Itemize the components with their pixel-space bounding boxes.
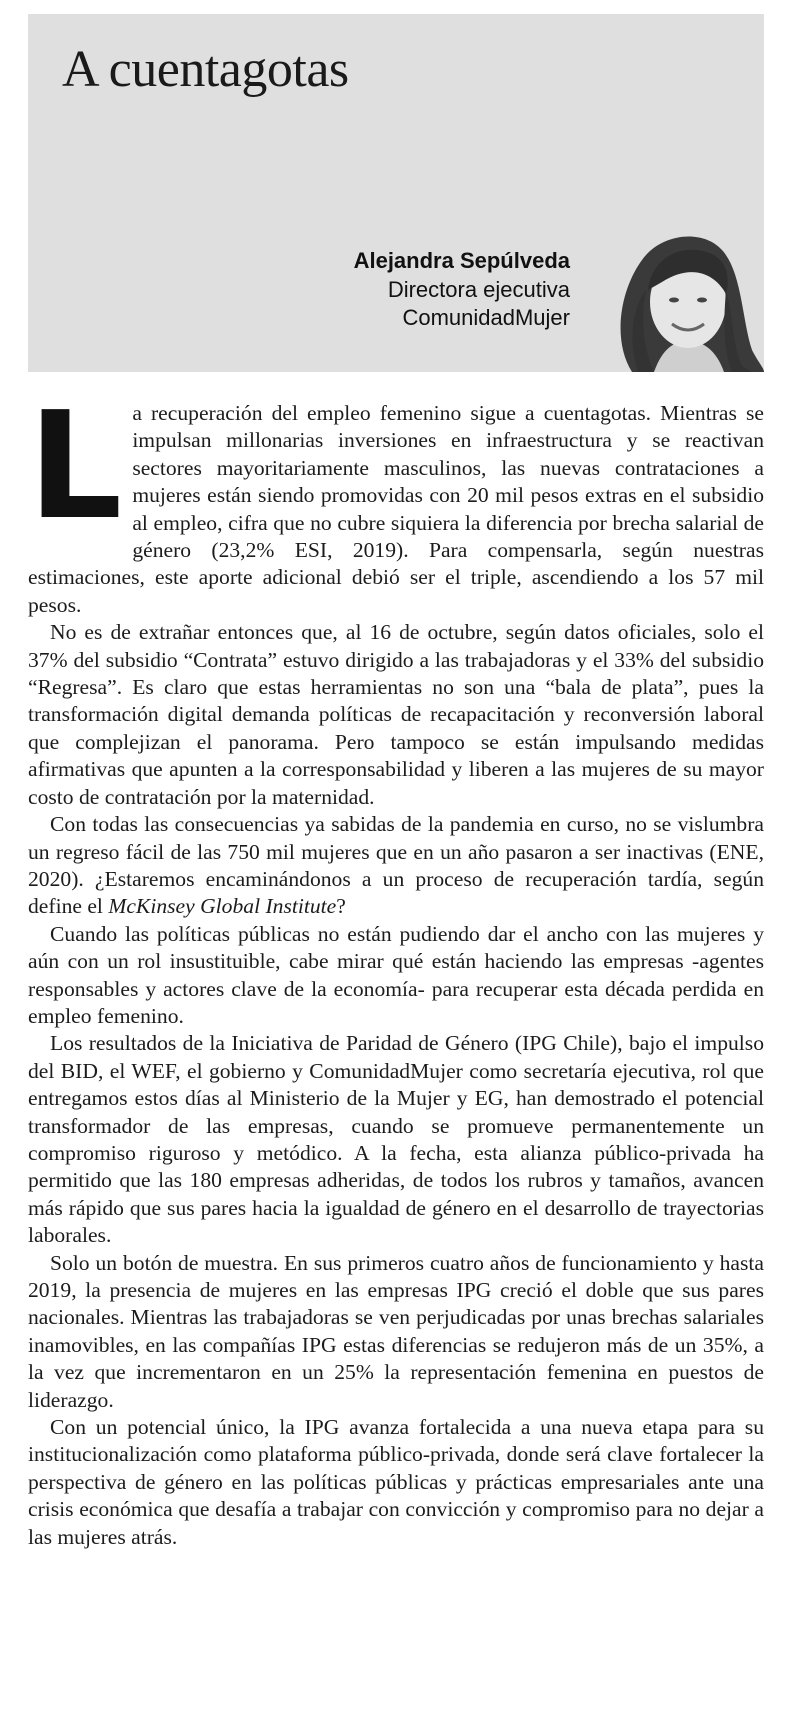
article-title: A cuentagotas [62,41,349,98]
author-organization: ComunidadMujer [402,305,570,330]
author-name: Alejandra Sepúlveda [353,248,570,273]
author-role: Directora ejecutiva [387,277,570,302]
paragraph: Solo un botón de muestra. En sus primeros cuatro años de funcionamiento y hasta 2019, la presencia de mujeres en las empresas IPG creció el doble que sus pares nacionales. Mientras las trabajadoras se ven perjudicadas por unas brechas salariales inamovibles, en las compañías IPG estas diferencias se redujeron más de un 35%, a la vez que incrementaron en un 25% la representación femenina en puestos de liderazgo. [28,1250,764,1412]
article-header [28,14,764,372]
paragraph: No es de extrañar entonces que, al 16 de octubre, según datos oficiales, solo el 37% del subsidio “Contrata” estuvo dirigido a las trabajadoras y el 33% del subsidio “Regresa”. Es claro que estas herramientas no son una “bala de plata”, pues la transformación digital demanda políticas de recapacitación y reconversión laboral que complejizan el panorama. Pero tampoco se están impulsando medidas afirmativas que apunten a la corresponsabilidad y liberen a las mujeres de su mayor costo de contratación por la maternidad. [28,620,764,809]
drop-cap: L [28,380,123,552]
author-photo [592,220,764,372]
byline [354,246,570,332]
paragraph-text: ? [336,894,346,919]
paragraph: Los resultados de la Iniciativa de Paridad de Género (IPG Chile), bajo el impulso del BID, el WEF, el gobierno y ComunidadMujer como secretaría ejecutiva, rol que entregamos estos días al Ministerio de la Mujer y EG, han demostrado el potencial transformador de las empresas, cuando se promueve permanentemente un compromiso riguroso y metódico. A la fecha, esta alianza público-privada ha permitido que las 180 empresas adheridas, de todos los rubros y tamaños, avancen más rápido que sus pares hacia la igualdad de género en el desarrollo de trayectorias laborales. [28,1031,764,1248]
paragraph: Con un potencial único, la IPG avanza fortalecida a una nueva etapa para su institucionalización como plataforma público-privada, donde será clave fortalecer la perspectiva de género en las políticas públicas y prácticas empresariales ante una crisis económica que desafía a trabajar con convicción y compromiso para no dejar a las mujeres atrás. [28,1415,764,1549]
paragraph-text: a recuperación del empleo femenino sigue a cuentagotas. Mientras se impulsan millonarias inversiones en infraestructura y se reactivan sectores mayoritariamente masculinos, las nuevas contrataciones a mujeres están siendo promovidas con 20 mil pesos extras en el subsidio al empleo, cifra que no cubre siquiera la diferencia por brecha salarial de género (23,2% ESI, 2019). Para compensarla, según nuestras estimaciones, este aporte adicional debió ser el triple, ascendiendo a los 57 mil pesos. [28,401,764,617]
institute-name: McKinsey Global Institute [108,894,337,919]
paragraph: Cuando las políticas públicas no están pudiendo dar el ancho con las mujeres y aún con un rol insustituible, cabe mirar qué están haciendo las empresas -agentes responsables y actores clave de la economía- para recuperar esta década perdida en empleo femenino. [28,921,764,1028]
paragraph-text: Con todas las consecuencias ya sabidas de la pandemia en curso, no se vislumbra un regreso fácil de las 750 mil mujeres que en un año pasaron a ser inactivas (ENE, 2020). ¿Estaremos encaminándonos a un proceso de recuperación tardía, según define el [28,812,764,919]
paragraph [28,380,764,619]
article-body [28,380,764,1551]
paragraph [28,811,764,921]
